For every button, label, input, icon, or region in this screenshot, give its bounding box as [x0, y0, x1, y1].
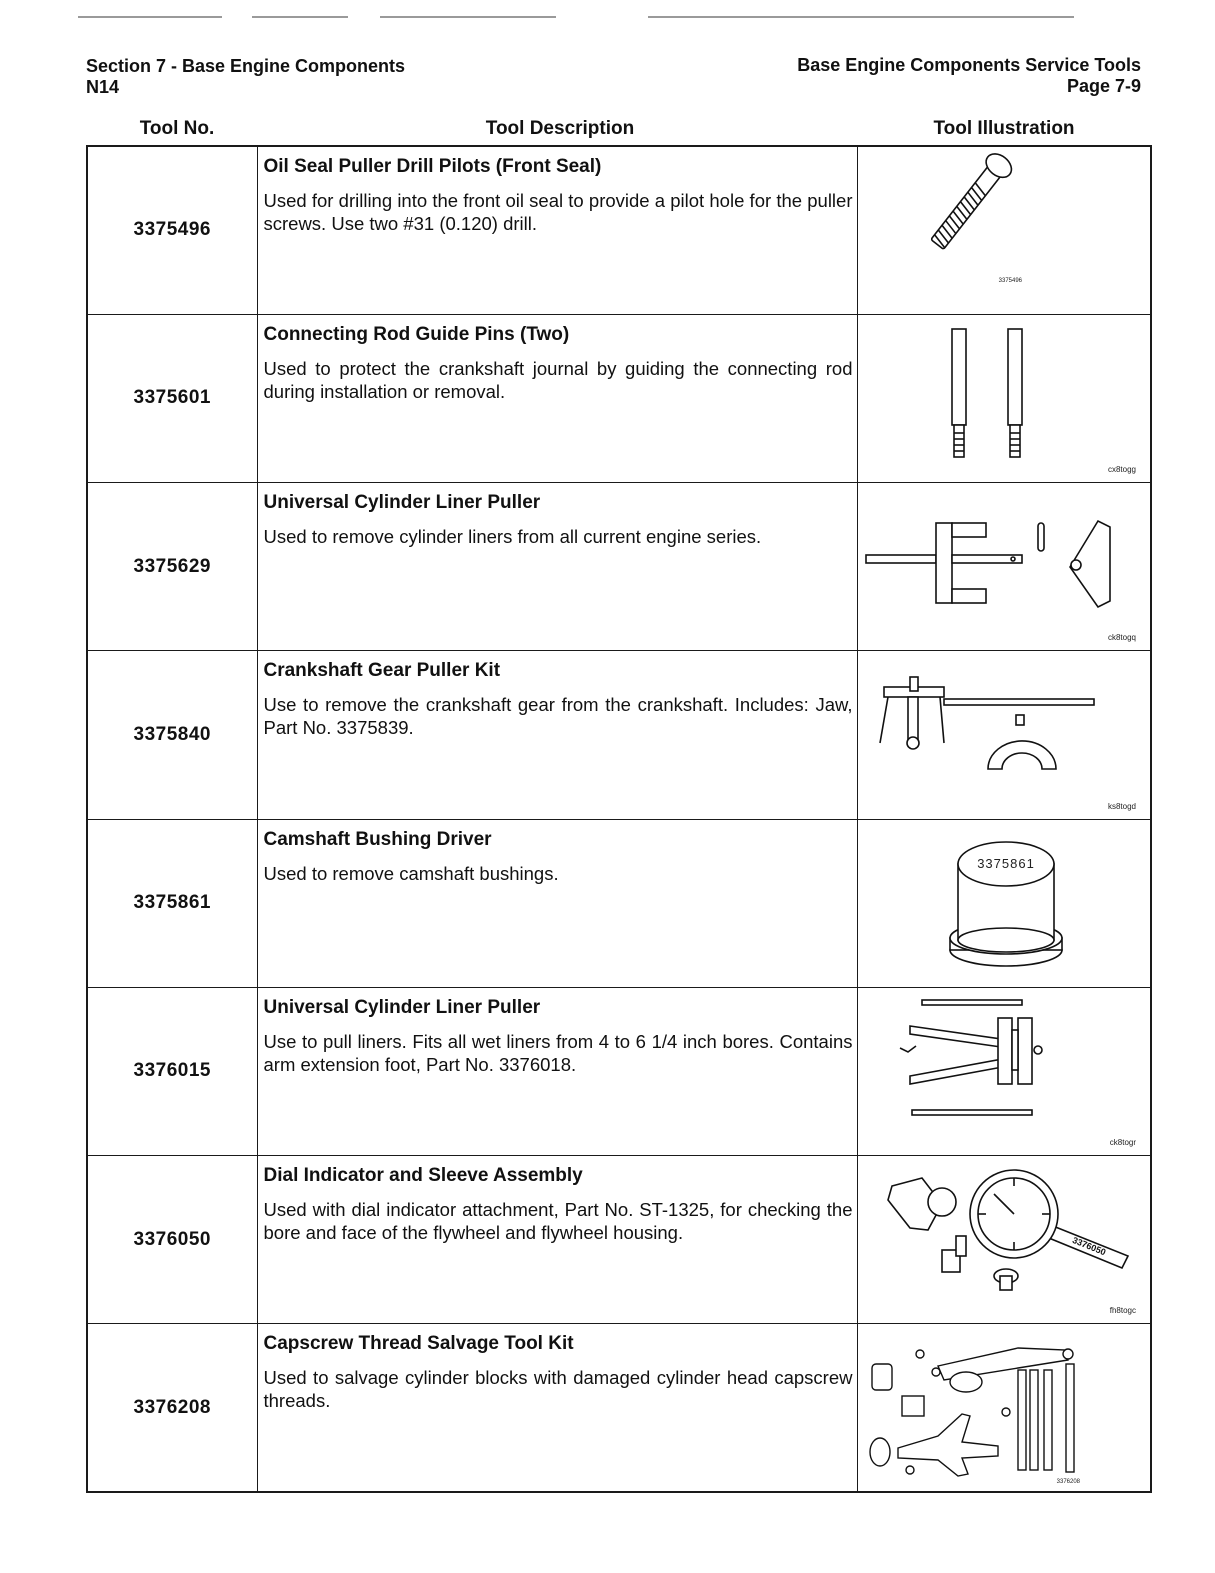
tool-illustration-cell: [857, 819, 1151, 987]
tool-number: 3376208: [87, 1324, 257, 1492]
table-row: [87, 987, 1151, 1155]
table-row: [87, 651, 1151, 819]
image-code: ks8togd: [1107, 801, 1136, 811]
table-row: [87, 483, 1151, 651]
bushing-driver-icon: [858, 820, 1146, 986]
engine-model: N14: [86, 77, 120, 97]
top-rule: [78, 16, 222, 18]
wet-liner-puller-icon: [858, 988, 1146, 1154]
tool-description-cell: [257, 819, 857, 987]
page-header: [797, 55, 1141, 97]
section-title: Section 7 - Base Engine Components: [86, 56, 406, 76]
tool-number: 3376015: [87, 987, 257, 1155]
tool-title: Universal Cylinder Liner Puller: [263, 996, 541, 1018]
tool-illustration-cell: [857, 146, 1151, 314]
tool-illustration-cell: [857, 987, 1151, 1155]
liner-puller-icon: [858, 483, 1146, 649]
tool-illustration-cell: [857, 1324, 1151, 1492]
top-rule: [380, 16, 556, 18]
image-code: cx8togg: [1107, 465, 1136, 474]
tool-title: Capscrew Thread Salvage Tool Kit: [263, 1333, 574, 1355]
image-code: 3376208: [1056, 1479, 1080, 1485]
tool-description: Use to remove the crankshaft gear from the crankshaft. Includes: Jaw, Part No. 3375839.: [263, 694, 853, 739]
tool-description-cell: [257, 1156, 857, 1324]
thread-salvage-kit-icon: [858, 1324, 1146, 1490]
tool-title: Dial Indicator and Sleeve Assembly: [263, 1165, 583, 1186]
table-row: [87, 314, 1151, 482]
drill-pilot-icon: [858, 147, 1146, 313]
table-row: [87, 146, 1151, 314]
tool-description: Used to salvage cylinder blocks with damaged cylinder head capscrew threads.: [263, 1367, 853, 1412]
column-header-tool-no: Tool No.: [139, 118, 215, 139]
tool-description: Used to protect the crankshaft journal by guiding the connecting rod during installation or removal.: [263, 357, 853, 402]
tools-table: [86, 145, 1152, 1493]
tool-number: 3375861: [87, 819, 257, 987]
tool-number: 3375840: [87, 651, 257, 819]
tool-description: Use to pull liners. Fits all wet liners from 4 to 6 1/4 inch bores. Contains arm extension foot, Part No. 3376018.: [263, 1030, 853, 1075]
tool-illustration-cell: [857, 651, 1151, 819]
tool-title: Camshaft Bushing Driver: [263, 828, 492, 850]
tool-number: 3375629: [87, 483, 257, 651]
column-header-description: Tool Description: [485, 118, 635, 139]
tool-title: Universal Cylinder Liner Puller: [263, 492, 541, 513]
chapter-title: Base Engine Components Service Tools: [797, 55, 1141, 75]
table-row: [87, 1156, 1151, 1324]
tool-description: Used for drilling into the front oil seal to provide a pilot hole for the puller screws. Use two #31 (0.120) drill.: [263, 190, 853, 234]
driver-part-label: 3375861: [976, 855, 1035, 871]
dial-indicator-icon: [858, 1156, 1146, 1322]
tool-description-cell: [257, 483, 857, 651]
table-row: [87, 819, 1151, 987]
table-row: [87, 1324, 1151, 1492]
tool-number: 3375496: [87, 146, 257, 314]
tool-description: Used to remove cylinder liners from all current engine series.: [263, 526, 762, 547]
tool-description-cell: [257, 1324, 857, 1492]
tool-description-cell: [257, 651, 857, 819]
tool-title: Crankshaft Gear Puller Kit: [263, 660, 501, 682]
tool-description-cell: [257, 314, 857, 482]
image-code: 3375496: [998, 277, 1022, 284]
column-header-illustration: Tool Illustration: [933, 118, 1075, 139]
tool-illustration-cell: [857, 1156, 1151, 1324]
tool-number: 3375601: [87, 314, 257, 482]
guide-pins-icon: [858, 315, 1146, 481]
tool-illustration-cell: [857, 483, 1151, 651]
image-code: ck8togr: [1109, 1138, 1136, 1147]
tool-number: 3376050: [87, 1156, 257, 1324]
tool-description-cell: [257, 987, 857, 1155]
top-rule: [648, 16, 1074, 18]
image-code: ck8togq: [1107, 633, 1136, 643]
image-code: fh8togc: [1109, 1306, 1136, 1316]
tool-description: Used with dial indicator attachment, Part No. ST-1325, for checking the bore and face of the flywheel and flywheel housing.: [263, 1199, 853, 1243]
indicator-part-label: 3376050: [1070, 1235, 1107, 1258]
tool-title: Oil Seal Puller Drill Pilots (Front Seal): [263, 156, 602, 177]
tool-description-cell: [257, 146, 857, 314]
top-rule: [252, 16, 348, 18]
gear-puller-icon: [858, 651, 1146, 817]
section-header: [86, 56, 405, 98]
tool-illustration-cell: [857, 314, 1151, 482]
tool-description: Used to remove camshaft bushings.: [263, 862, 559, 884]
page-number: Page 7-9: [1066, 76, 1141, 96]
tool-title: Connecting Rod Guide Pins (Two): [263, 323, 570, 345]
